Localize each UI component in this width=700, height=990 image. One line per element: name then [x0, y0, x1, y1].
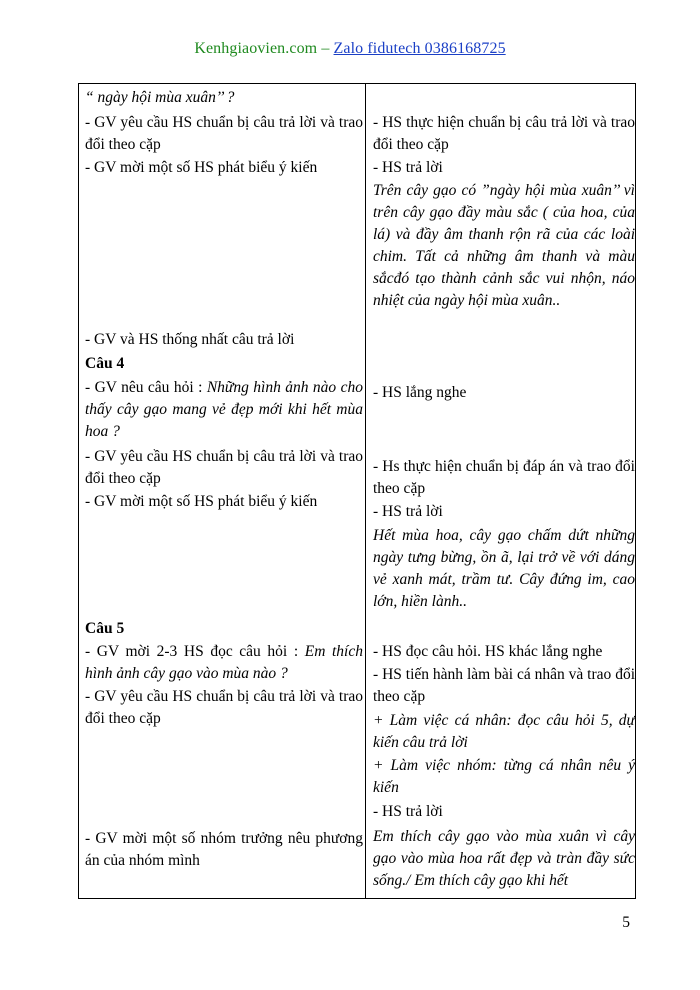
lesson-table: [78, 83, 636, 899]
q4-question-text: Những hình ảnh nào cho thấy cây gạo mang vẻ đẹp mới khi hết mùa hoa ?: [85, 379, 363, 440]
answer-question-3: Trên cây gạo có ”ngày hội mùa xuân’’ vì trên cây gạo đầy màu sắc ( của hoa, của lá) và đầy âm thanh rộn rã của các loài chim. Tất cả những âm thanh và màu sắcđó tạo thành cảnh sắc vui nhộn, náo nhiệt của ngày hội mùa xuân..: [373, 182, 635, 309]
hs-prepare-1: - HS thực hiện chuẩn bị câu trả lời và trao đổi theo cặp: [373, 114, 635, 153]
page-number: 5: [622, 914, 630, 931]
question-5-prompt: [85, 641, 363, 685]
gv-pair-instruction-1: - GV yêu cầu HS chuẩn bị câu trả lời và trao đổi theo cặp: [85, 114, 363, 153]
group-work-note: + Làm việc nhóm: từng cá nhân nêu ý kiến: [373, 757, 635, 796]
answer-question-4: Hết mùa hoa, cây gạo chấm dứt những ngày tưng bừng, ồn ã, lại trở về với dáng vẻ xanh mát, trầm tư. Cây đứng im, cao lớn, hiền lành..: [373, 527, 635, 610]
question-4-title: Câu 4: [85, 355, 125, 372]
q4-ask-prefix: - GV nêu câu hỏi :: [85, 379, 207, 396]
question-4-prompt: [85, 377, 363, 443]
q5-ask-prefix: - GV mời 2-3 HS đọc câu hỏi :: [85, 643, 305, 660]
gv-invite-speakers-1: - GV mời một số HS phát biểu ý kiến: [85, 159, 318, 176]
gv-invite-speakers-2: - GV mời một số HS phát biểu ý kiến: [85, 493, 318, 510]
hs-listen: - HS lắng nghe: [373, 384, 467, 401]
header-separator: –: [317, 40, 334, 57]
gv-pair-instruction-2: - GV yêu cầu HS chuẩn bị câu trả lời và trao đổi theo cặp: [85, 448, 363, 487]
gv-agree-answer: - GV và HS thống nhất câu trả lời: [85, 331, 295, 348]
question-3-tail: “ ngày hội mùa xuân’’ ?: [85, 89, 235, 106]
hs-read-question: - HS đọc câu hỏi. HS khác lắng nghe: [373, 643, 603, 660]
answer-question-5: Em thích cây gạo vào mùa xuân vì cây gạo vào mùa hoa rất đẹp và tràn đầy sức sống./ Em thích cây gạo khi hết: [373, 828, 635, 889]
q5-question-text: Em thích hình ảnh cây gạo vào mùa nào ?: [85, 643, 363, 682]
gv-invite-group-leaders: - GV mời một số nhóm trưởng nêu phương án của nhóm mình: [85, 830, 363, 869]
hs-work-individual-pair: - HS tiến hành làm bài cá nhân và trao đổi theo cặp: [373, 666, 635, 705]
hs-prepare-2: - Hs thực hiện chuẩn bị đáp án và trao đổi theo cặp: [373, 458, 635, 497]
column-divider: [365, 84, 366, 898]
gv-pair-instruction-3: - GV yêu cầu HS chuẩn bị câu trả lời và trao đổi theo cặp: [85, 688, 363, 727]
site-name: Kenhgiaovien.com: [194, 40, 318, 57]
page-header: [0, 40, 700, 58]
hs-answer-2: - HS trả lời: [373, 503, 443, 520]
contact-link[interactable]: Zalo fidutech 0386168725: [333, 40, 506, 57]
question-5-title: Câu 5: [85, 620, 125, 637]
hs-answer-3: - HS trả lời: [373, 803, 443, 820]
individual-work-note: + Làm việc cá nhân: đọc câu hỏi 5, dự kiến câu trả lời: [373, 712, 635, 751]
hs-answer-1: - HS trả lời: [373, 159, 443, 176]
